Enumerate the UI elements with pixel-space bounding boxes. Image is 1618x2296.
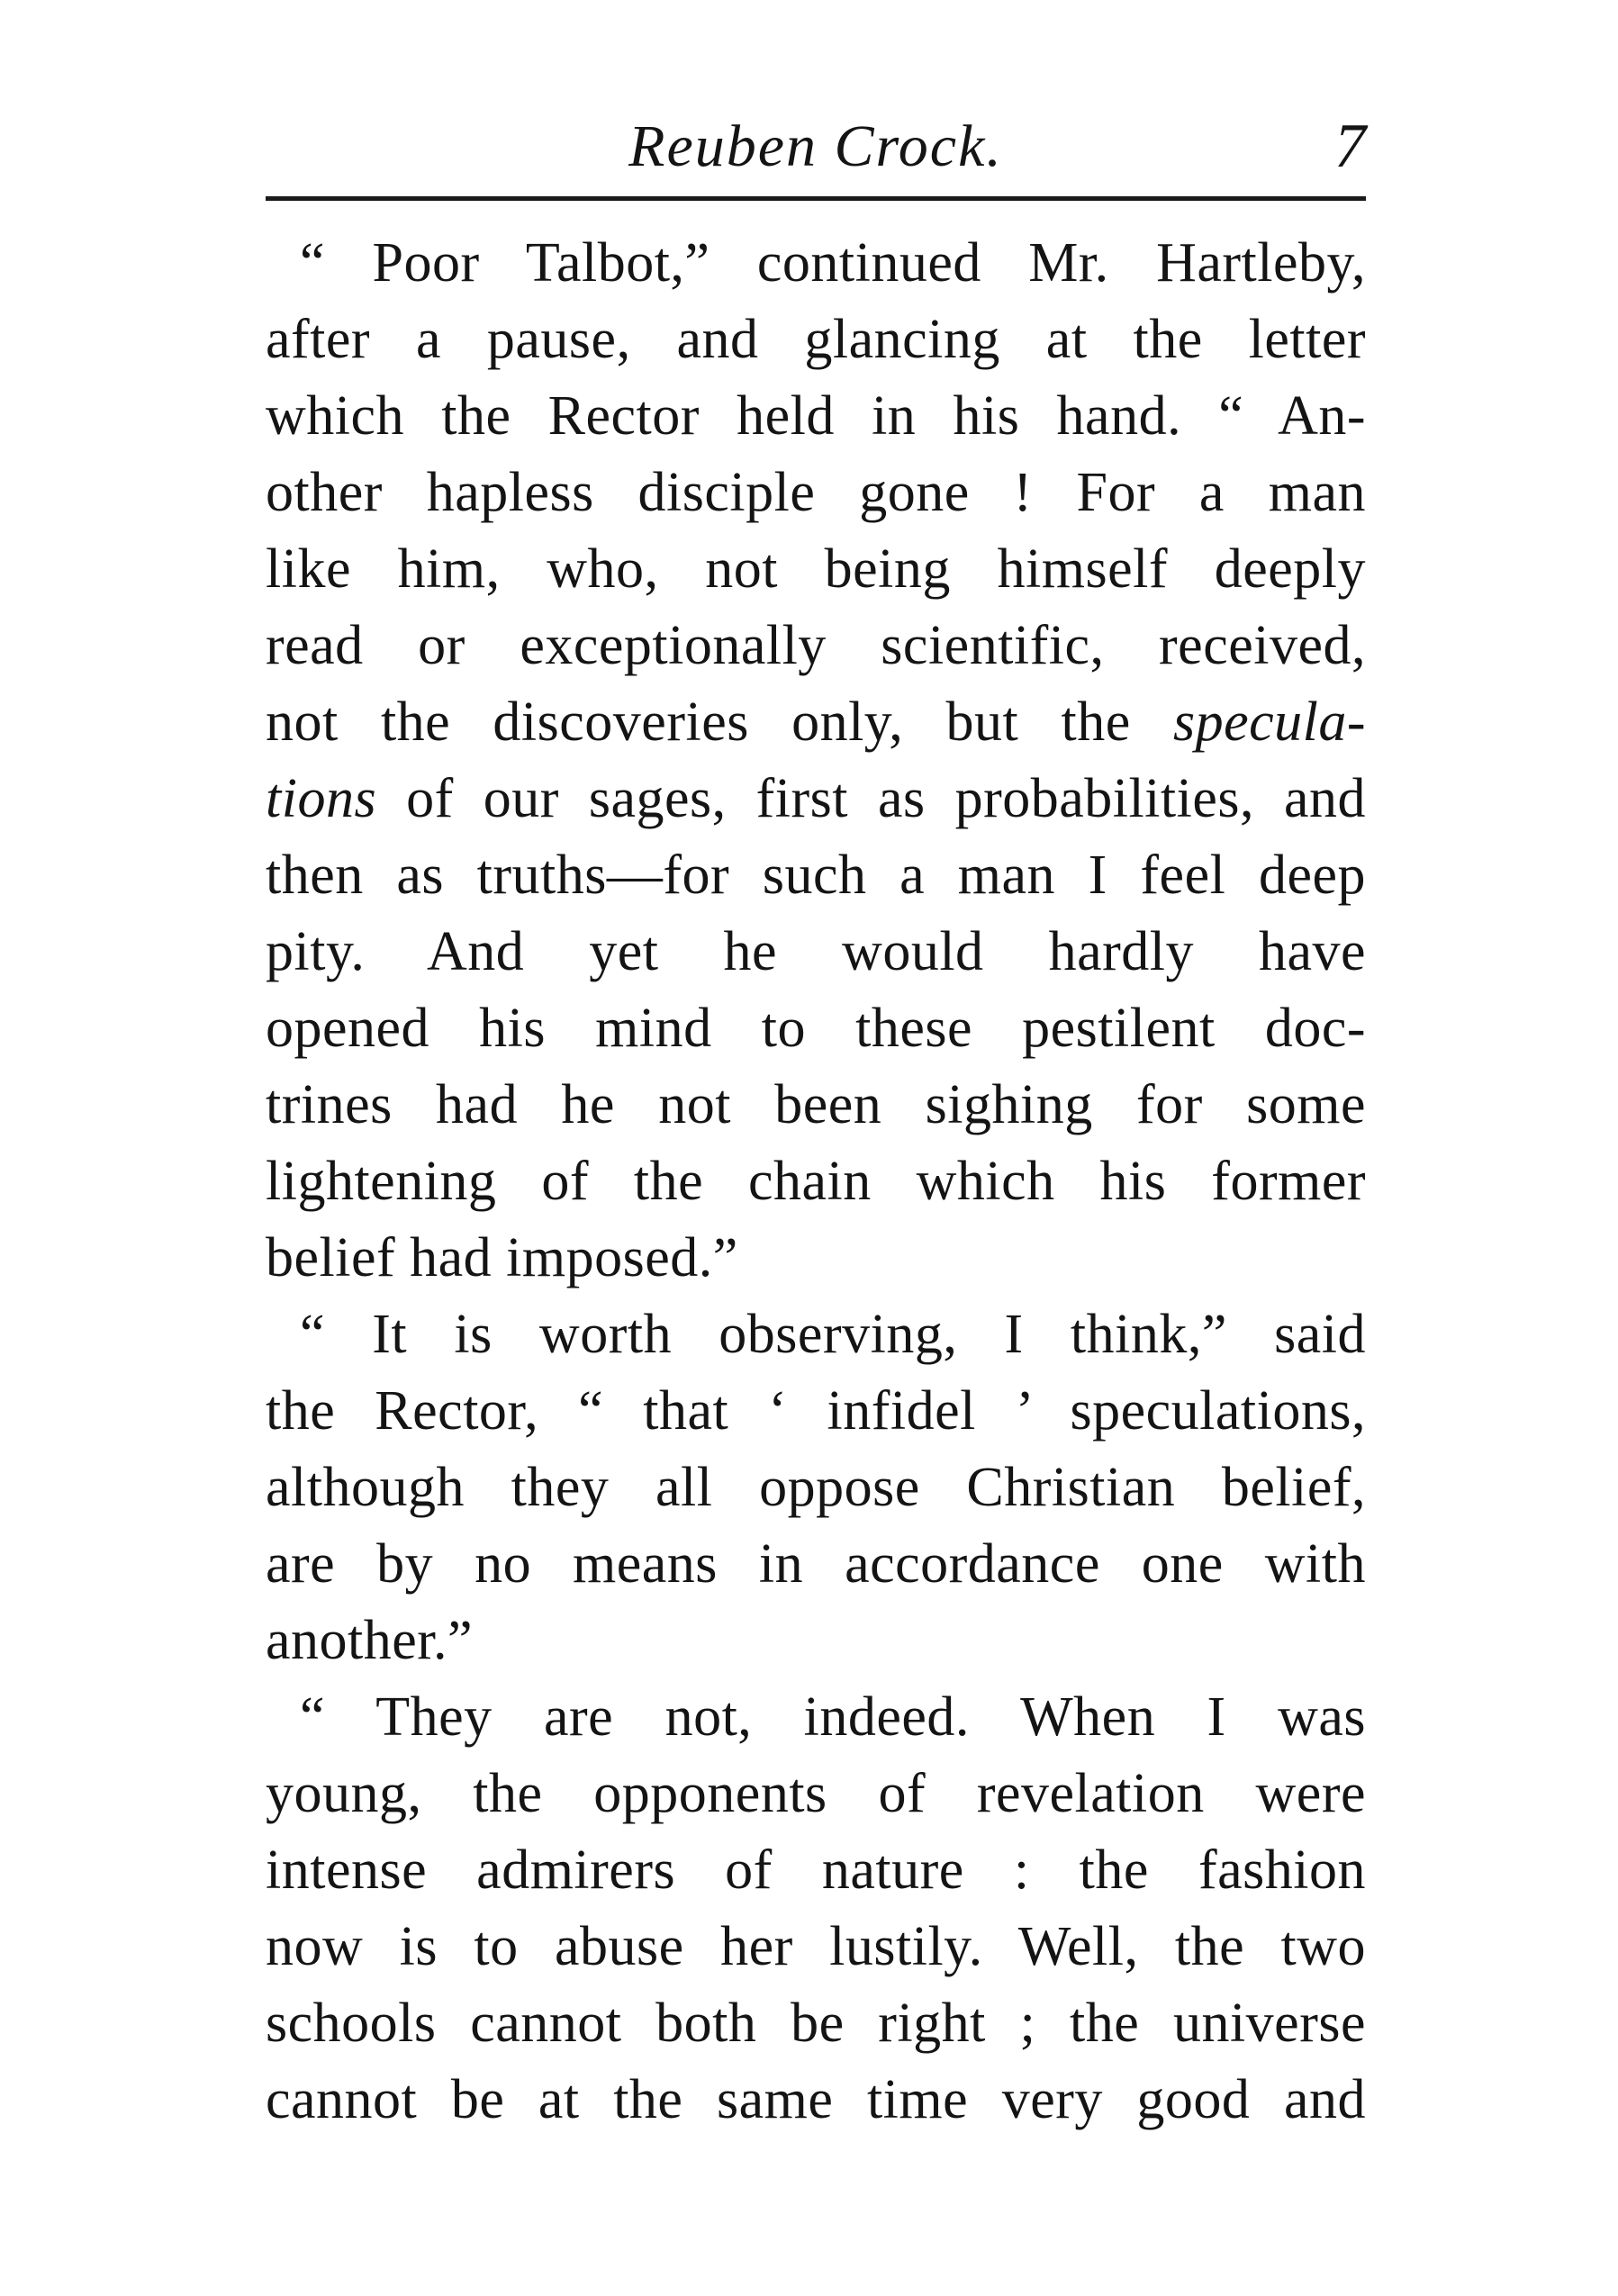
body-text [266,225,1366,2138]
header-rule [266,196,1366,201]
text-line: another.” [266,1610,474,1671]
text-line: “ Poor Talbot,” continued Mr. Hartleby, [300,232,1366,294]
text-line: the Rector, “ that ‘ infidel ’ speculations, [266,1380,1366,1442]
page-number: 7 [1334,112,1366,181]
text-line: trines had he not been sighing for some [266,1074,1366,1135]
text-line: pity. And yet he would hardly have [266,921,1366,982]
text-line: read or exceptionally scientific, received, [266,615,1366,676]
text-line: are by no means in accordance one with [266,1533,1366,1595]
text-line: not the discoveries only, but the specula- [266,692,1366,753]
text-line: belief had imposed.” [266,1227,738,1288]
text-line: then as truths—for such a man I feel deep [266,845,1366,906]
text-line: which the Rector held in his hand. “ An- [266,385,1366,447]
text-line: “ They are not, indeed. When I was [300,1686,1366,1748]
text-line: lightening of the chain which his former [266,1151,1366,1212]
running-head [266,97,1366,196]
text-line: intense admirers of nature : the fashion [266,1840,1366,1901]
text-line: schools cannot both be right ; the universe [266,1993,1366,2054]
text-line: tions of our sages, first as probabilities, and [266,768,1366,829]
text-line: now is to abuse her lustily. Well, the two [266,1916,1366,1977]
text-line: young, the opponents of revelation were [266,1763,1366,1824]
text-line: other hapless disciple gone ! For a man [266,462,1366,523]
running-title: Reuben Crock. [628,113,1003,179]
text-line: opened his mind to these pestilent doc- [266,998,1366,1059]
text-line: cannot be at the same time very good and [266,2069,1366,2130]
text-line: “ It is worth observing, I think,” said [300,1304,1366,1365]
text-line: like him, who, not being himself deeply [266,538,1366,600]
text-line: after a pause, and glancing at the letter [266,309,1366,370]
text-line: although they all oppose Christian belief, [266,1457,1366,1518]
